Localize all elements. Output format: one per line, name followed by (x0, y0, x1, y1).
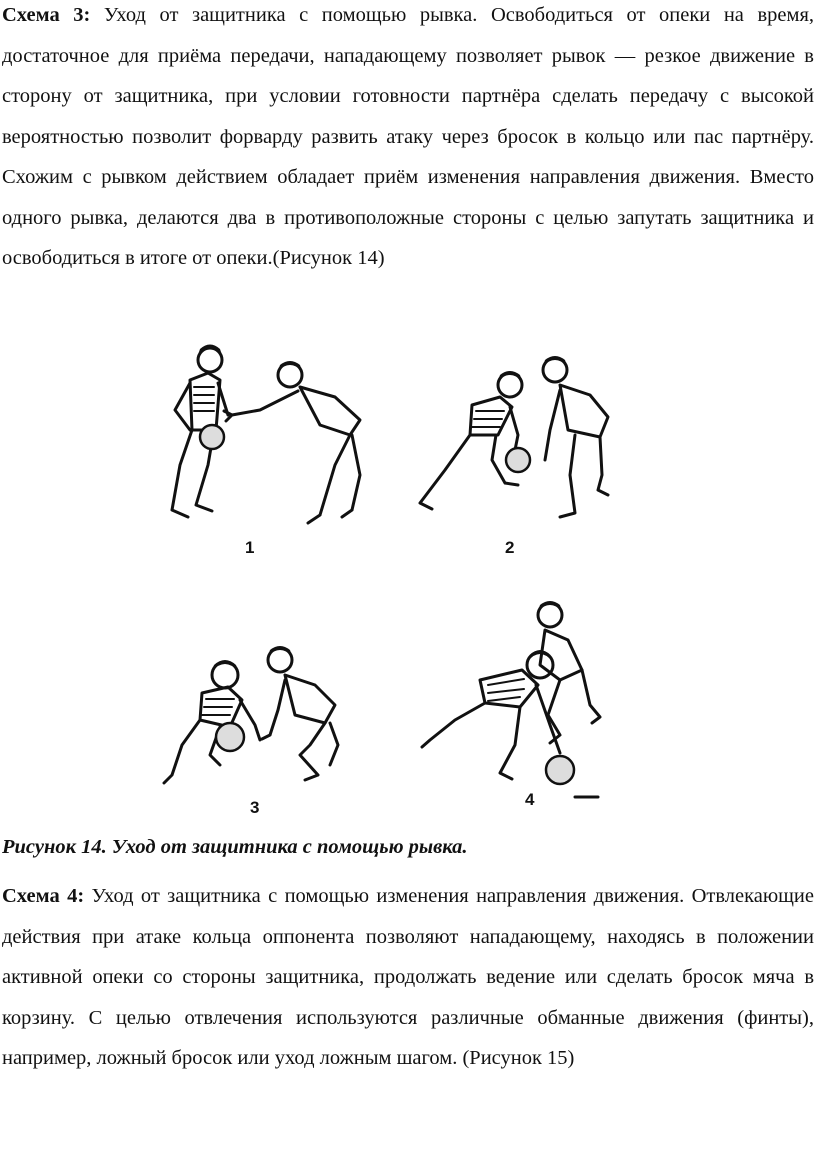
figure-14-illustration (120, 335, 690, 830)
panel-2-number: 2 (505, 538, 515, 557)
figure-14 (120, 335, 690, 830)
panel-3-drawing (164, 646, 338, 817)
panel-2-drawing (420, 356, 608, 557)
panel-3-number: 3 (250, 798, 260, 817)
scheme-3-text: Уход от защитника с помощью рывка. Освободиться от опеки на время, достаточное для приёма передачи, нападающему позволяет рывок — резкое движение в сторону от защитника, при условии готовности партнёра сделать передачу с высокой вероятностью позволит форварду развить атаку через бросок в кольцо или пас партнёру. Схожим с рывком действием обладает приём изменения направления движения. Вместо одного рывка, делаются два в противоположные стороны с целью запутать защитника и освободиться в итоге от опеки.(Рисунок 14) (2, 4, 815, 269)
panel-4-drawing (422, 601, 600, 809)
scheme-4-label: Схема 4: (2, 885, 85, 907)
panel-4-number: 4 (525, 790, 535, 809)
scheme-4-text: Уход от защитника с помощью изменения направления движения. Отвлекающие действия при атаке кольца оппонента позволяют нападающему, находясь в положении активной опеки со стороны защитника, продолжать ведение или сделать бросок мяча в корзину. С целью отвлечения используются различные обманные движения (финты), например, ложный бросок или уход ложным шагом. (Рисунок 15) (2, 885, 815, 1069)
scheme-3-label: Схема 3: (2, 4, 91, 26)
figure-caption: Рисунок 14. Уход от защитника с помощью рывка. (2, 836, 468, 858)
panel-1-drawing (172, 345, 360, 558)
scheme-4-paragraph (2, 876, 814, 1079)
scheme-3-paragraph (2, 0, 814, 279)
panel-1-number: 1 (245, 538, 255, 557)
